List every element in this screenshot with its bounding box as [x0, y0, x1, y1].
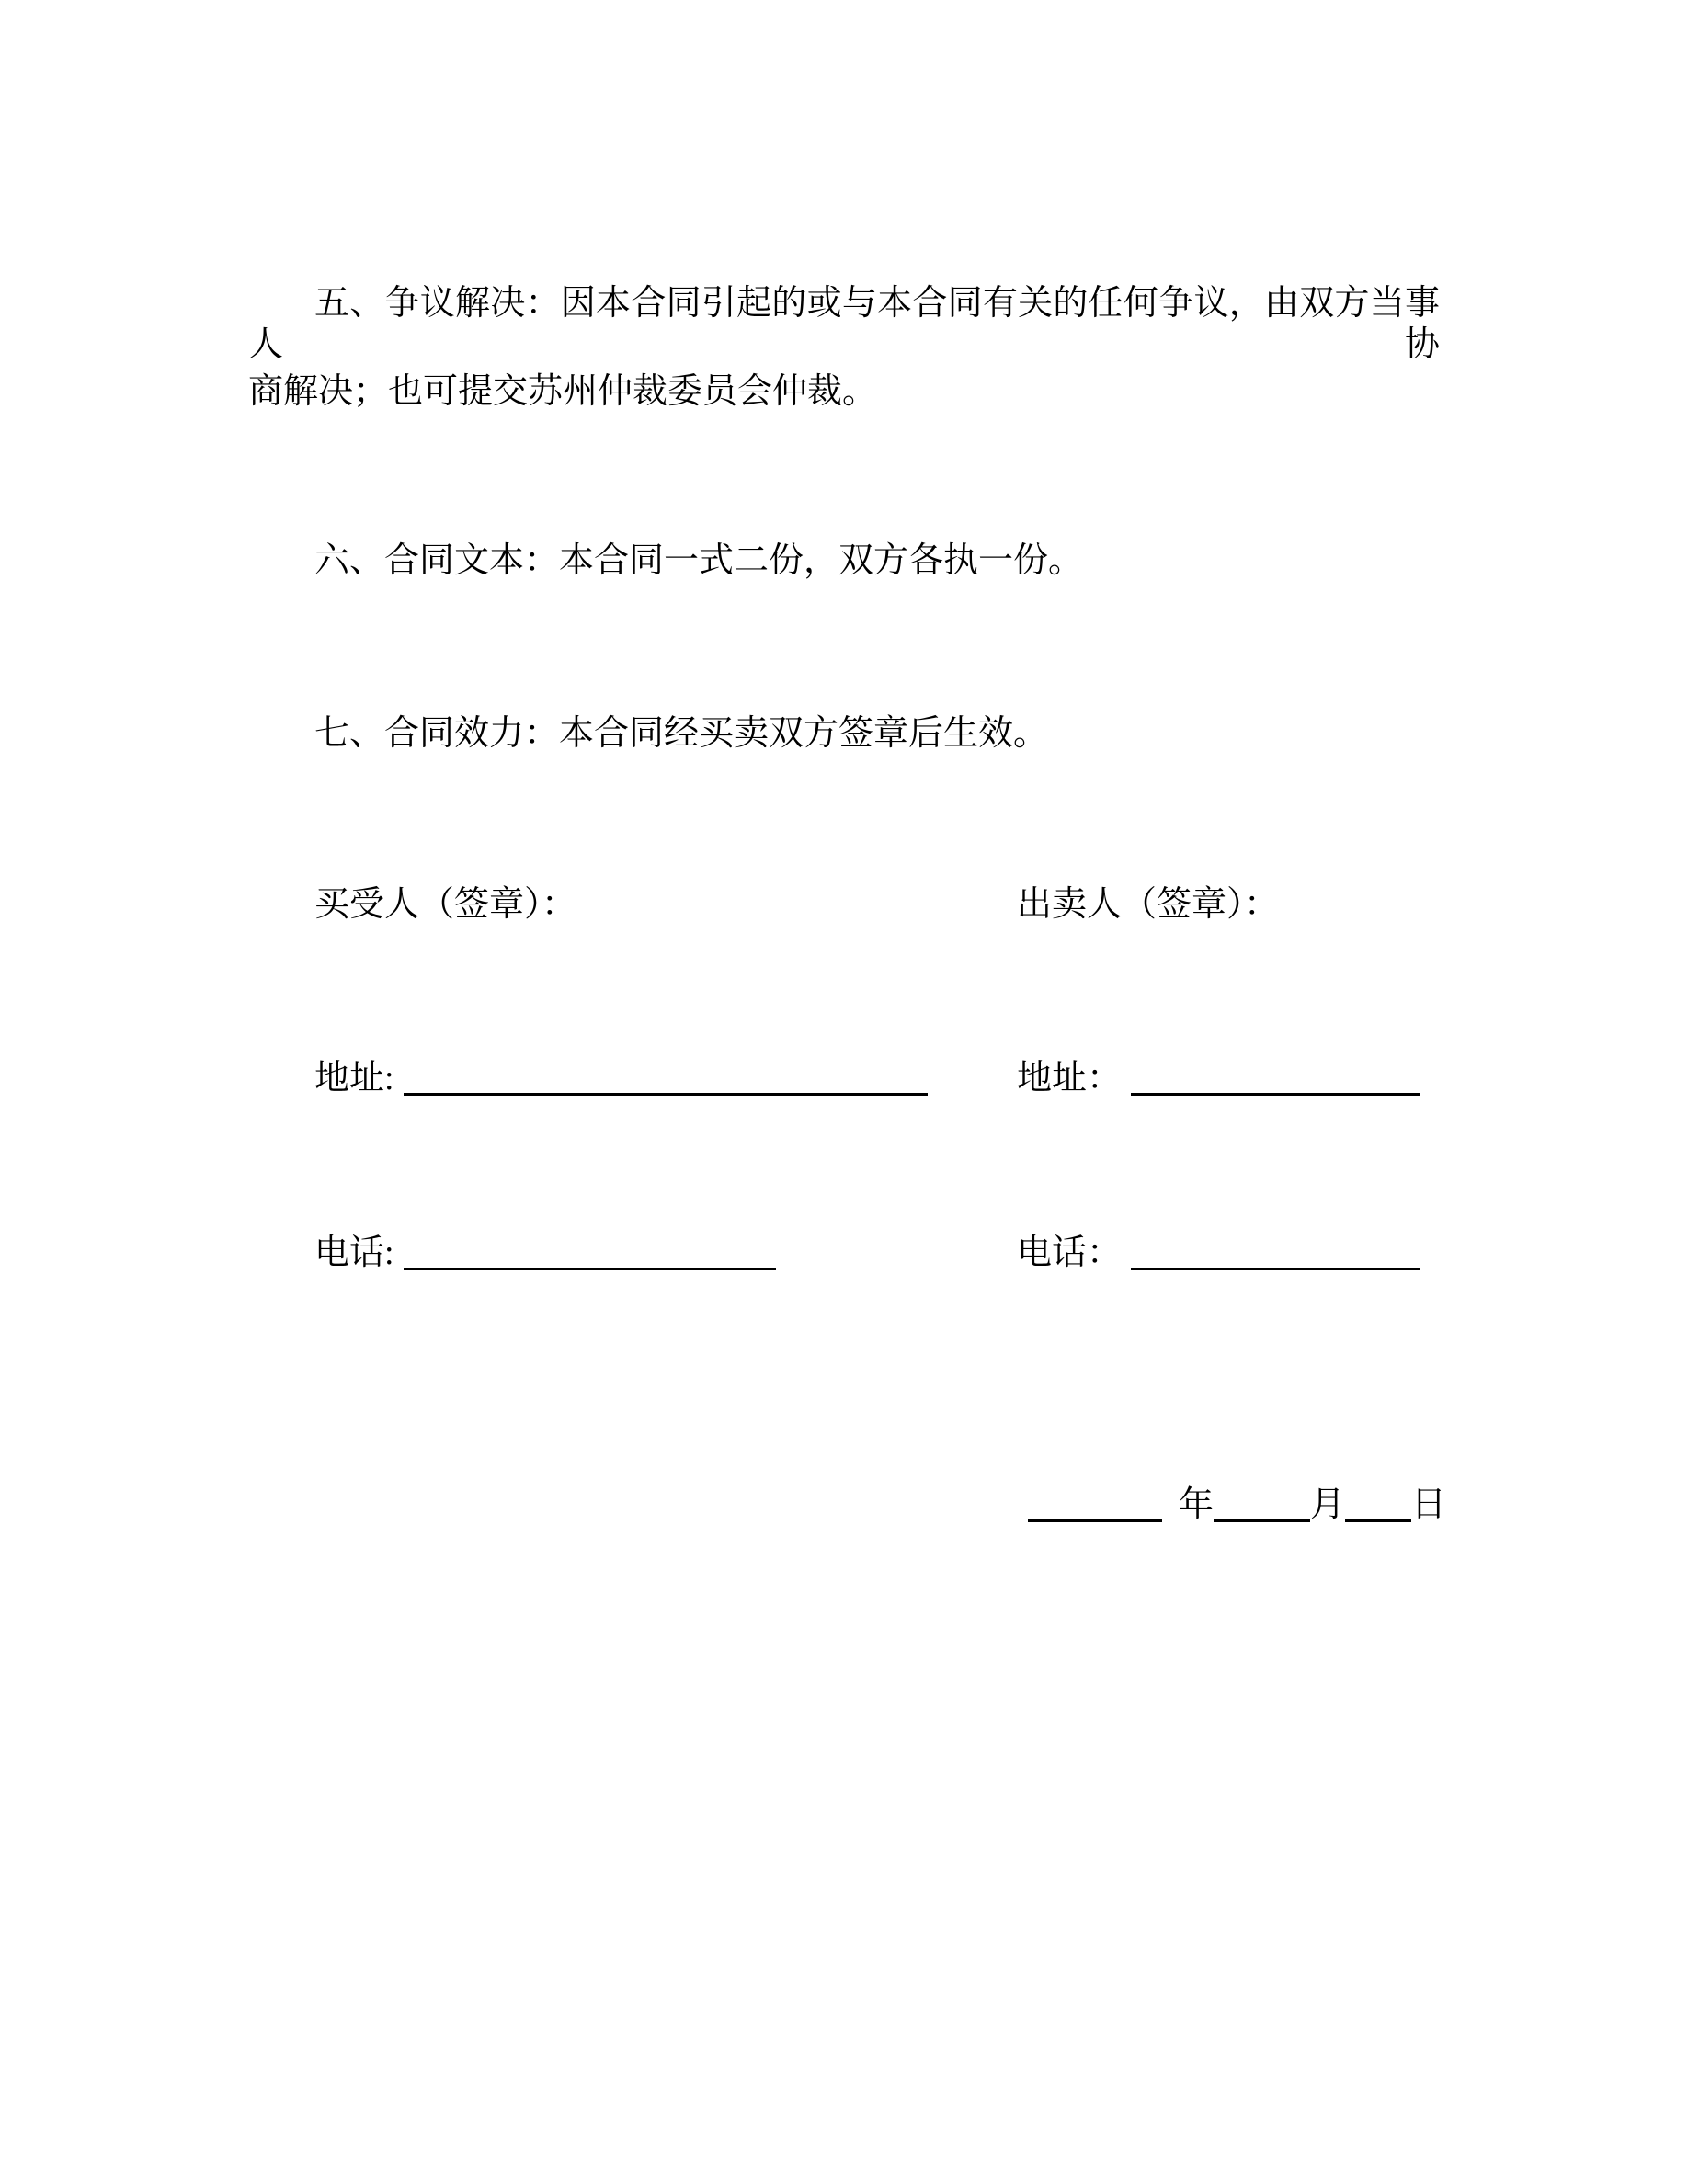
buyer-address-blank[interactable]	[404, 1062, 928, 1096]
date-year-blank[interactable]	[1028, 1488, 1162, 1522]
clause-dispute-line1: 五、争议解决：因本合同引起的或与本合同有关的任何争议，由双方当事人协	[248, 284, 1440, 364]
seller-phone-label: 电话：	[1017, 1234, 1123, 1272]
clause-dispute-line2: 商解决；也可提交苏州仲裁委员会仲裁。	[248, 372, 878, 411]
buyer-address-row	[314, 1055, 928, 1099]
clause-copies: 六、合同文本：本合同一式二份，双方各执一份。	[314, 541, 1084, 580]
date-year-label: 年	[1178, 1485, 1214, 1524]
seller-address-blank[interactable]	[1131, 1062, 1420, 1096]
buyer-signature-label: 买受人（签章）：	[314, 885, 577, 924]
date-day-label: 日	[1410, 1485, 1446, 1524]
date-month-blank[interactable]	[1214, 1488, 1310, 1522]
buyer-address-label: 地址:	[314, 1059, 394, 1098]
date-month-label: 月	[1309, 1485, 1345, 1524]
seller-signature-label: 出卖人（签章）：	[1017, 885, 1280, 924]
seller-address-row	[1017, 1055, 1420, 1099]
buyer-phone-row	[314, 1230, 776, 1274]
buyer-phone-blank[interactable]	[404, 1236, 776, 1270]
seller-address-label: 地址：	[1017, 1059, 1123, 1098]
date-day-blank[interactable]	[1345, 1488, 1411, 1522]
seller-phone-blank[interactable]	[1131, 1236, 1420, 1270]
clause-effectiveness: 七、合同效力：本合同经买卖双方签章后生效。	[314, 714, 1049, 753]
seller-phone-row	[1017, 1230, 1420, 1274]
buyer-phone-label: 电话:	[314, 1234, 394, 1272]
date-row	[1028, 1482, 1446, 1526]
